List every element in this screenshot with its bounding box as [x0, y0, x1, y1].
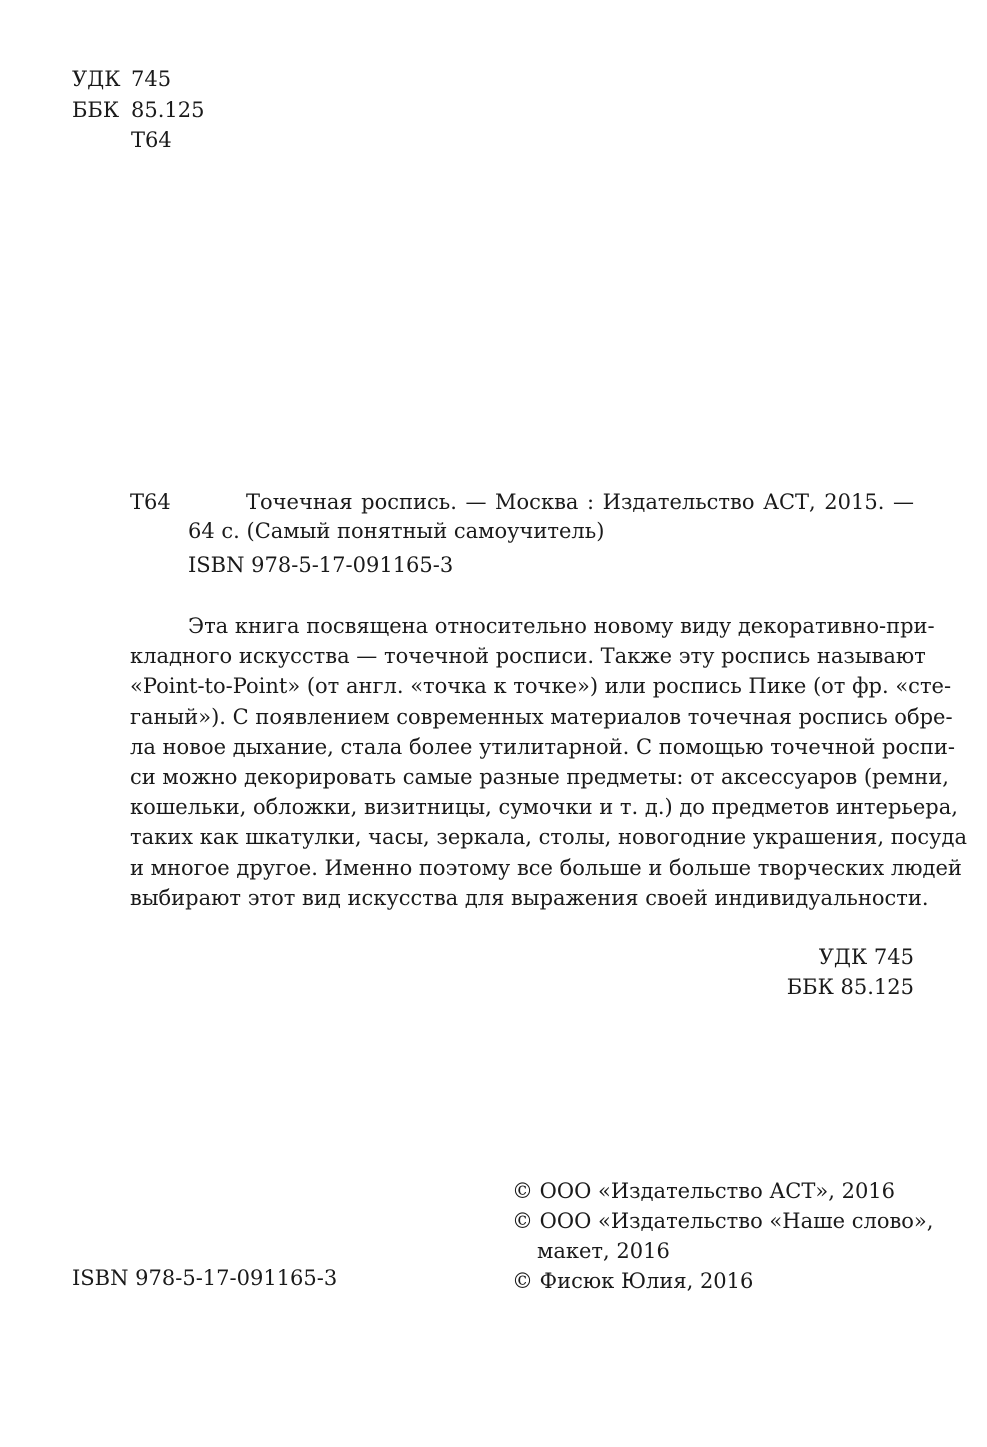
- annotation-line: кошельки, обложки, визитницы, сумочки и т. д.) до предметов интерьера,: [130, 795, 958, 820]
- annotation-line: ла новое дыхание, стала более утилитарной. С помощью точечной роспи-: [130, 734, 955, 759]
- entry-author-mark: Т64: [130, 490, 171, 514]
- entry-isbn: ISBN 978-5-17-091165-3: [188, 553, 454, 577]
- bbk-label: ББК: [72, 98, 120, 122]
- copyright-layout: макет, 2016: [537, 1239, 670, 1263]
- annotation-line: и многое другое. Именно поэтому все больше и больше творческих людей: [130, 855, 962, 880]
- author-mark-top: Т64: [131, 128, 172, 152]
- annotation-line: «Point-to-Point» (от англ. «точка к точке») или роспись Пике (от фр. «сте-: [130, 674, 952, 699]
- bbk-value: 85.125: [131, 98, 205, 122]
- entry-title-line: Точечная роспись. — Москва : Издательство АСТ, 2015. —: [246, 490, 914, 514]
- annotation-line: таких как шкатулки, часы, зеркала, столы, новогодние украшения, посуда: [130, 825, 967, 850]
- isbn-bottom: ISBN 978-5-17-091165-3: [72, 1266, 338, 1290]
- annotation-line: Эта книга посвящена относительно новому виду декоративно-при-: [188, 614, 935, 638]
- udk-label: УДК: [72, 67, 121, 91]
- entry-series-line: 64 с. (Самый понятный самоучитель): [188, 519, 605, 543]
- udk-value: 745: [131, 67, 172, 91]
- footer-classification: [787, 942, 914, 1002]
- copyright-block: [512, 1176, 933, 1296]
- annotation-paragraph: [130, 611, 967, 913]
- annotation-line: выбирают этот вид искусства для выражения своей индивидуальности.: [130, 885, 929, 910]
- annotation-line: си можно декорировать самые разные предметы: от аксессуаров (ремни,: [130, 765, 949, 790]
- footer-udk: УДК 745: [818, 945, 914, 969]
- annotation-line: кладного искусства — точечной росписи. Также эту роспись называют: [130, 644, 926, 669]
- copyright-ast: © ООО «Издательство АСТ», 2016: [512, 1179, 896, 1203]
- footer-bbk: ББК 85.125: [786, 975, 914, 999]
- copyright-nashe-slovo: © ООО «Издательство «Наше слово»,: [512, 1209, 934, 1233]
- annotation-line: ганый»). С появлением современных материалов точечная роспись обре-: [130, 704, 953, 729]
- copyright-author: © Фисюк Юлия, 2016: [512, 1269, 754, 1293]
